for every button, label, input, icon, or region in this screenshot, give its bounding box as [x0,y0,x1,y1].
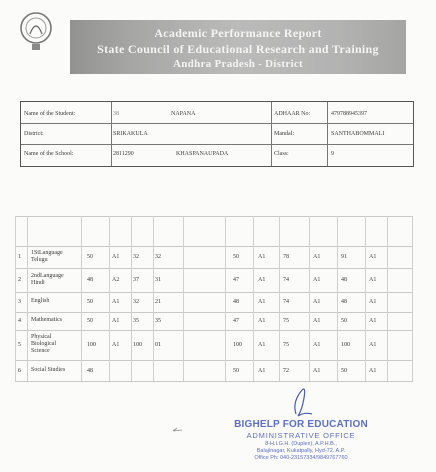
mark-cell: 47 [233,318,239,324]
mark-cell: A1 [313,318,321,324]
marks-row [15,330,413,360]
mark-cell: 31 [155,277,161,283]
district-row [21,124,413,144]
serial-number: 3 [18,299,21,305]
mark-cell: 50 [233,254,239,260]
school-value: KHASPANAUPADA [176,151,229,157]
marks-row [15,360,413,381]
mark-cell: A1 [369,299,377,305]
serial-number: 2 [18,277,21,283]
mark-cell: 35 [155,318,161,324]
mark-cell: 48 [87,277,93,283]
mark-cell: 72 [283,368,289,374]
marks-row [15,246,413,268]
mark-cell: 74 [283,277,289,283]
school-code: 2811290 [113,151,134,157]
mark-cell: A1 [369,342,377,348]
mark-cell: 100 [233,342,242,348]
marks-row [15,312,413,330]
mark-cell: A1 [112,299,120,305]
mark-cell: A1 [258,254,266,260]
mark-cell: 32 [155,254,161,260]
mark-cell: 50 [87,254,93,260]
mark-cell: 100 [133,342,142,348]
mark-cell: 50 [233,368,239,374]
mark-cell: A1 [369,277,377,283]
mark-cell: 48 [341,299,347,305]
mark-cell: 21 [155,299,161,305]
mark-cell: A1 [258,368,266,374]
mark-cell: 48 [341,277,347,283]
mark-cell: 75 [283,318,289,324]
header-subtitle: State Council of Educational Research and Training [97,42,379,56]
mandal-value: SANTHABOMMALI [331,131,385,137]
mark-cell: A1 [369,318,377,324]
mark-cell: 78 [283,254,289,260]
class-value: 9 [331,151,334,157]
mark-cell: A1 [112,318,120,324]
mark-cell: 74 [283,299,289,305]
subject-name: Physical Biological Science [31,334,56,354]
mark-cell: 50 [87,299,93,305]
mark-cell: 35 [133,318,139,324]
student-info-box [20,101,414,167]
mark-cell: A2 [112,277,120,283]
mandal-label: Mandal: [274,131,294,137]
mark-cell: 91 [341,254,347,260]
header-title: Academic Performance Report [154,26,322,40]
header-banner [70,20,406,74]
class-label: Class: [274,151,289,157]
subject-name: English [31,298,50,304]
mark-cell: 32 [133,299,139,305]
mark-cell: A1 [313,342,321,348]
mark-cell: 01 [155,342,161,348]
subject-name: Mathematics [31,317,62,323]
header-state: Andhra Pradesh - District [172,58,304,70]
serial-number: 6 [18,368,21,374]
signature [282,384,322,420]
mark-cell: 100 [341,342,350,348]
student-name-value: NAPANA [171,111,196,117]
mark-cell: A1 [313,368,321,374]
district-value: SRIKAKULA [113,131,148,137]
mark-cell: 37 [133,277,139,283]
mark-cell: A1 [258,277,266,283]
mark-cell: A1 [112,254,120,260]
serial-number: 4 [18,318,21,324]
serial-number: 1 [18,254,21,260]
student-name-label: Name of the Student: [24,111,76,117]
subject-name: 1StLanguage Telugu [31,250,63,263]
marks-row [15,268,413,292]
mark-cell: A1 [112,342,120,348]
marks-table [15,216,413,382]
pen-mark [172,427,190,433]
aadhaar-label: ADHAAR No: [274,111,311,117]
mark-cell: A1 [313,277,321,283]
stamp-address-1: 8-H.I.G.H. (Duplex), A.P.H.B., [265,441,337,447]
state-emblem-logo [16,8,56,56]
stamp-office: ADMINISTRATIVE OFFICE [246,431,356,440]
stamp-phone: Office Ph: 040-23157334/9849767760 [254,455,348,461]
mark-cell: 50 [87,318,93,324]
student-name-id: 38 [113,111,119,117]
mark-cell: A1 [258,299,266,305]
mark-cell: 47 [233,277,239,283]
aadhaar-value: 479788945397 [331,111,367,117]
mark-cell: A1 [258,318,266,324]
mark-cell: 48 [87,368,93,374]
office-stamp [226,419,376,461]
mark-cell: 50 [341,368,347,374]
marks-row [15,292,413,312]
school-row [21,144,413,164]
mark-cell: A1 [369,254,377,260]
mark-cell: 48 [233,299,239,305]
mark-cell: 32 [133,254,139,260]
serial-number: 5 [18,342,21,348]
student-name-row [21,104,413,124]
stamp-org-name: BIGHELP FOR EDUCATION [234,419,368,430]
mark-cell: A1 [313,299,321,305]
mark-cell: 75 [283,342,289,348]
subject-name: Social Studies [31,367,66,373]
mark-cell: A1 [258,342,266,348]
district-label: District: [24,131,44,137]
mark-cell: A1 [313,254,321,260]
subject-name: 2ndLanguage Hindi [31,273,64,286]
school-label: Name of the School: [24,151,74,157]
stamp-address-2: Balajinagar, Kukatpally, Hyd-72. A.P. [256,448,346,454]
mark-cell: 100 [87,342,96,348]
mark-cell: 50 [341,318,347,324]
mark-cell: A1 [369,368,377,374]
